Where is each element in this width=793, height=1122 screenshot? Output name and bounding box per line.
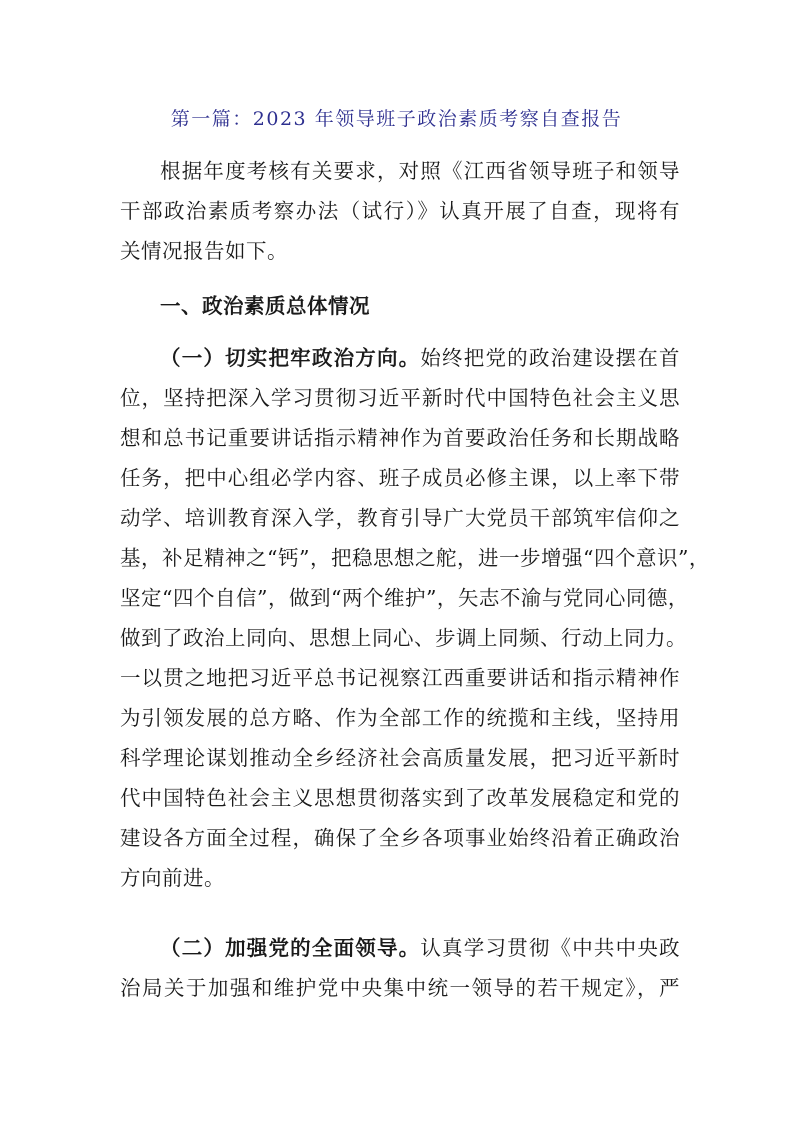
sub1-line-1: 位，坚持把深入学习贯彻习近平新时代中国特色社会主义思 [120, 386, 680, 410]
sub1-line-8: 一以贯之地把习近平总书记视察江西重要讲话和指示精神作 [120, 666, 680, 690]
sub2-lead: （二）加强党的全面领导。 [160, 936, 421, 960]
section-heading: 一、政治素质总体情况 [160, 294, 370, 318]
sub1-line-6: 坚定“四个自信”，做到“两个维护”，矢志不渝与党同心同德， [120, 586, 689, 610]
intro-line-1: 根据年度考核有关要求，对照《江西省领导班子和领导 [160, 159, 680, 183]
sub2-line-1: 治局关于加强和维护党中央集中统一领导的若干规定》，严 [120, 976, 680, 1000]
sub1-line-10: 科学理论谋划推动全乡经济社会高质量发展，把习近平新时 [120, 746, 680, 770]
document-title: 第一篇：2023 年领导班子政治素质考察自查报告 [170, 108, 623, 130]
intro-line-3: 关情况报告如下。 [120, 239, 288, 263]
sub1-line-12: 建设各方面全过程，确保了全乡各项事业始终沿着正确政治 [120, 826, 680, 850]
sub1-first-line-rest: 始终把党的政治建设摆在首 [420, 346, 681, 370]
sub1-line-5: 基，补足精神之“钙”，把稳思想之舵，进一步增强“四个意识”， [120, 546, 710, 570]
sub1-line-7: 做到了政治上同向、思想上同心、步调上同频、行动上同力。 [120, 626, 687, 650]
intro-line-2: 干部政治素质考察办法（试行）》认真开展了自查，现将有 [120, 199, 680, 223]
sub1-line-4: 动学、培训教育深入学，教育引导广大党员干部筑牢信仰之 [120, 506, 680, 530]
sub2-first-line [160, 932, 680, 964]
sub1-line-9: 为引领发展的总方略、作为全部工作的统揽和主线，坚持用 [120, 706, 680, 730]
sub1-lead: （一）切实把牢政治方向。 [160, 346, 421, 370]
sub2-first-line-rest: 认真学习贯彻《中共中央政 [420, 936, 681, 960]
sub1-line-2: 想和总书记重要讲话指示精神作为首要政治任务和长期战略 [120, 426, 680, 450]
sub1-first-line [160, 342, 680, 374]
sub1-line-13: 方向前进。 [120, 866, 225, 890]
sub1-line-11: 代中国特色社会主义思想贯彻落实到了改革发展稳定和党的 [120, 786, 680, 810]
sub1-line-3: 任务，把中心组必学内容、班子成员必修主课，以上率下带 [120, 466, 680, 490]
